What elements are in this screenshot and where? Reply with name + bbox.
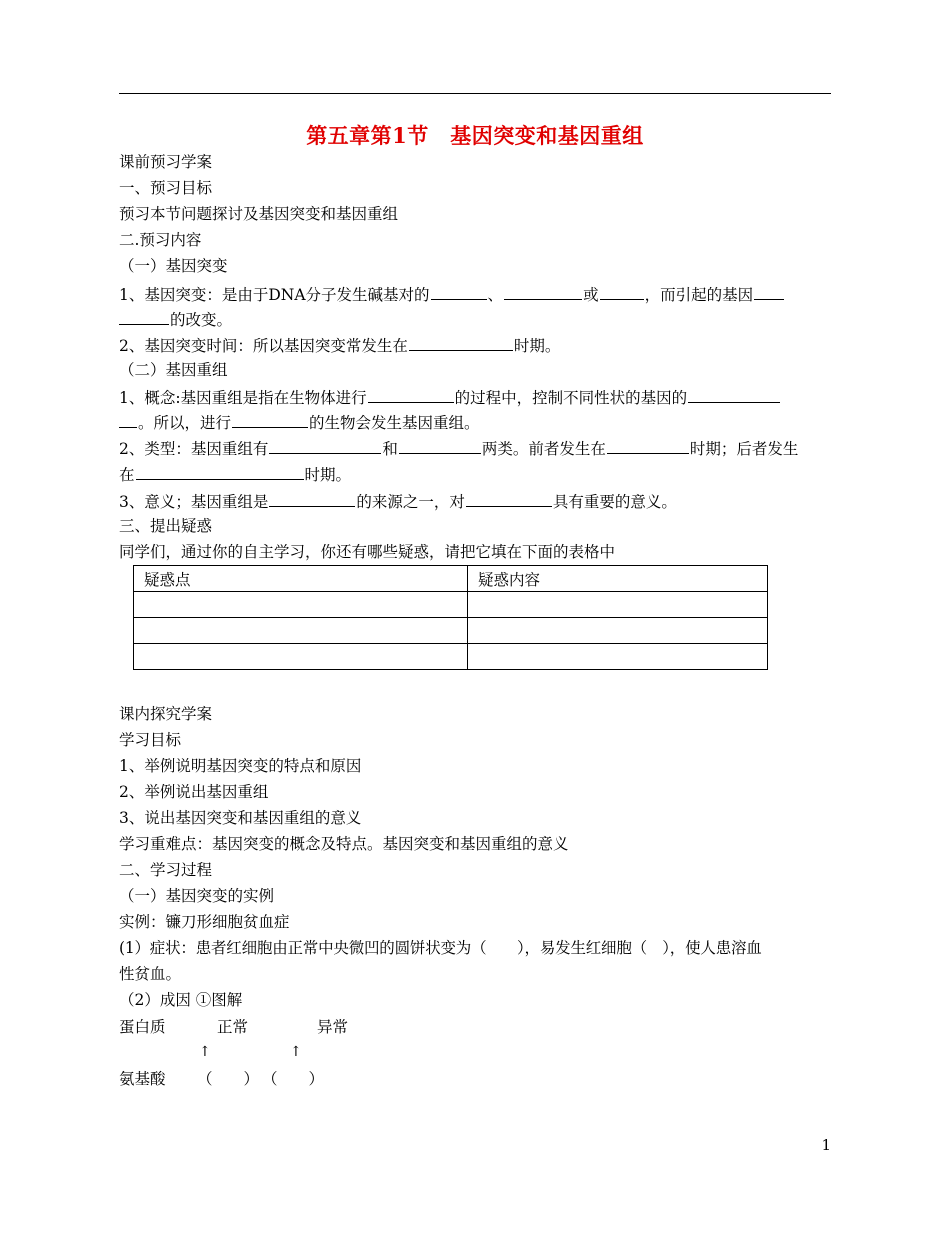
column-header: 疑惑点 bbox=[134, 566, 468, 592]
text-segment: ，而引起的基因 bbox=[644, 286, 754, 304]
table-cell[interactable] bbox=[134, 592, 468, 618]
page-number: 1 bbox=[821, 1136, 831, 1154]
header-rule bbox=[119, 93, 831, 94]
answer-blank[interactable] bbox=[466, 490, 552, 507]
text-segment: 1、概念:基因重组是指在生物体进行 bbox=[119, 389, 367, 407]
table-row bbox=[134, 644, 768, 670]
body-text: 实例：镰刀形细胞贫血症 bbox=[119, 913, 290, 931]
fill-in-line bbox=[119, 411, 831, 433]
diagram-label: 正常 bbox=[217, 1018, 249, 1036]
text-segment: 两类。前者发生在 bbox=[481, 440, 606, 458]
body-text: 同学们，通过你的自主学习，你还有哪些疑惑，请把它填在下面的表格中 bbox=[119, 543, 616, 561]
answer-blank[interactable] bbox=[399, 437, 481, 454]
answer-blank[interactable] bbox=[269, 490, 355, 507]
list-item: 3、说出基因突变和基因重组的意义 bbox=[119, 809, 362, 827]
subsection-heading: 一、预习目标 bbox=[119, 179, 213, 197]
subsection-heading: （一）基因突变 bbox=[119, 257, 228, 275]
section-heading: 课前预习学案 bbox=[119, 153, 213, 171]
text-segment: 的改变。 bbox=[170, 311, 233, 329]
text-segment: 的来源之一，对 bbox=[356, 493, 465, 511]
answer-blank[interactable] bbox=[232, 411, 308, 428]
text-segment: 在 bbox=[119, 466, 135, 484]
text-segment: 具有重要的意义。 bbox=[552, 493, 677, 511]
fill-in-line bbox=[119, 308, 831, 330]
section-heading: 课内探究学案 bbox=[119, 705, 213, 723]
diagram-label: 氨基酸 bbox=[119, 1070, 166, 1088]
answer-paren[interactable]: （ ） bbox=[262, 1070, 325, 1088]
body-text: 预习本节问题探讨及基因突变和基因重组 bbox=[119, 205, 399, 223]
fill-in-line bbox=[119, 386, 831, 408]
answer-blank[interactable] bbox=[431, 283, 487, 300]
text-segment: 、 bbox=[487, 286, 504, 304]
answer-blank[interactable] bbox=[136, 463, 304, 480]
table-cell[interactable] bbox=[134, 644, 468, 670]
diagram-label: 蛋白质 bbox=[119, 1018, 166, 1036]
text-segment: 1、基因突变：是由于DNA分子发生碱基对的 bbox=[119, 286, 430, 304]
answer-blank[interactable] bbox=[368, 386, 454, 403]
text-segment: 的生物会发生基因重组。 bbox=[309, 414, 480, 432]
answer-blank[interactable] bbox=[269, 437, 381, 454]
text-segment: 或 bbox=[583, 286, 599, 304]
table-cell[interactable] bbox=[468, 592, 768, 618]
fill-in-line bbox=[119, 334, 831, 356]
up-arrow-icon: ↑ bbox=[199, 1044, 211, 1060]
text-segment: 和 bbox=[382, 440, 398, 458]
body-text: 性贫血。 bbox=[119, 965, 182, 983]
answer-blank[interactable] bbox=[504, 283, 582, 300]
doubt-table bbox=[133, 565, 768, 670]
subsection-heading: （一）基因突变的实例 bbox=[119, 887, 275, 905]
fill-in-line bbox=[119, 463, 831, 485]
fill-in-line bbox=[119, 490, 831, 512]
text-segment: 时期。 bbox=[513, 337, 561, 355]
answer-blank[interactable] bbox=[600, 283, 644, 300]
answer-blank[interactable] bbox=[754, 283, 784, 300]
table-header-row bbox=[134, 566, 768, 592]
subsection-heading: 学习目标 bbox=[119, 731, 182, 749]
table-row bbox=[134, 592, 768, 618]
body-text: (1）症状：患者红细胞由正常中央微凹的圆饼状变为（ ），易发生红细胞（ ），使人患溶血 bbox=[119, 939, 762, 957]
table-cell[interactable] bbox=[468, 644, 768, 670]
body-text: （2）成因 ①图解 bbox=[119, 991, 243, 1009]
subsection-heading: （二）基因重组 bbox=[119, 361, 228, 379]
subsection-heading: 二、学习过程 bbox=[119, 861, 213, 879]
table-row bbox=[134, 618, 768, 644]
text-segment: 时期；后者发生 bbox=[689, 440, 799, 458]
body-text: 学习重难点：基因突变的概念及特点。基因突变和基因重组的意义 bbox=[119, 835, 569, 853]
answer-blank[interactable] bbox=[119, 308, 169, 325]
page-title: 第五章第1节 基因突变和基因重组 bbox=[306, 123, 644, 148]
text-segment: 。所以，进行 bbox=[138, 414, 232, 432]
fill-in-line bbox=[119, 437, 831, 459]
text-segment: 3、意义；基因重组是 bbox=[119, 493, 269, 511]
answer-blank[interactable] bbox=[409, 334, 513, 351]
subsection-heading: 二.预习内容 bbox=[119, 231, 202, 249]
fill-in-line bbox=[119, 283, 831, 305]
list-item: 1、举例说明基因突变的特点和原因 bbox=[119, 757, 362, 775]
subsection-heading: 三、提出疑惑 bbox=[119, 517, 213, 535]
answer-blank[interactable] bbox=[688, 386, 780, 403]
up-arrow-icon: ↑ bbox=[290, 1044, 302, 1060]
diagram-label: 异常 bbox=[317, 1018, 349, 1036]
answer-blank[interactable] bbox=[119, 411, 137, 428]
answer-paren[interactable]: （ ） bbox=[197, 1070, 260, 1088]
list-item: 2、举例说出基因重组 bbox=[119, 783, 269, 801]
text-segment: 的过程中，控制不同性状的基因的 bbox=[454, 389, 688, 407]
answer-blank[interactable] bbox=[607, 437, 689, 454]
table-cell[interactable] bbox=[468, 618, 768, 644]
column-header: 疑惑内容 bbox=[468, 566, 768, 592]
text-segment: 2、基因突变时间：所以基因突变常发生在 bbox=[119, 337, 408, 355]
text-segment: 2、类型：基因重组有 bbox=[119, 440, 269, 458]
text-segment: 时期。 bbox=[304, 466, 352, 484]
table-cell[interactable] bbox=[134, 618, 468, 644]
